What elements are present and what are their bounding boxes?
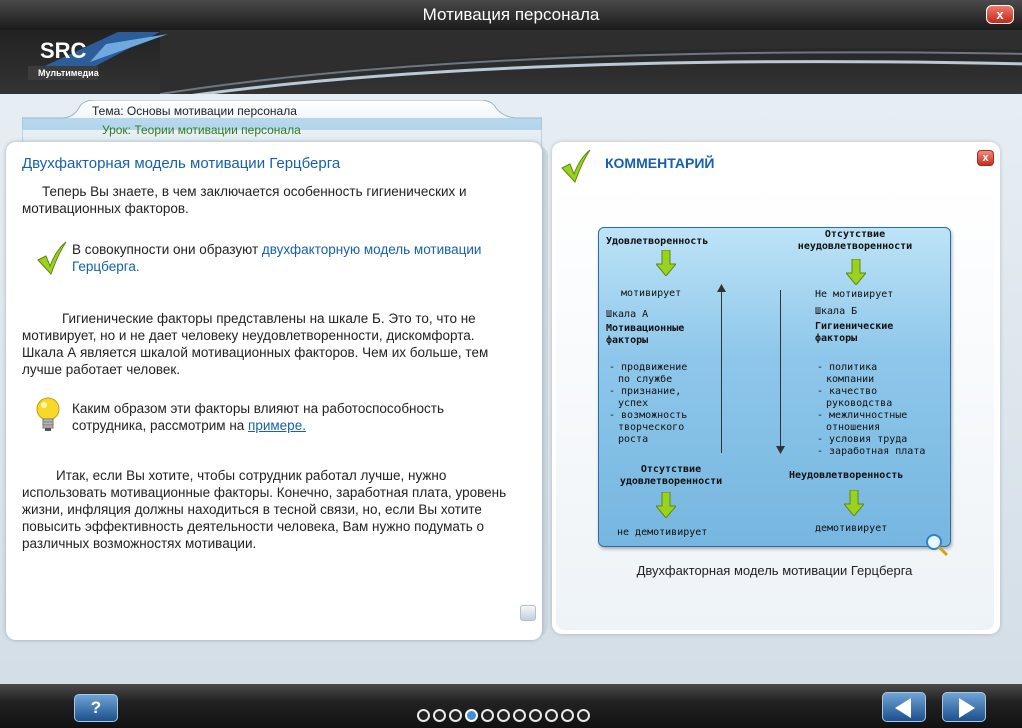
hygiene-factor-item: - политика xyxy=(817,362,878,373)
zoom-magnifier-icon[interactable] xyxy=(925,533,949,557)
motivation-factor-list xyxy=(609,362,719,446)
hygiene-factor-item: - качество xyxy=(817,386,878,397)
motivation-factor-item: - продвижение xyxy=(609,362,688,373)
paragraph-factors: Гигиенические факторы представлены на шкале Б. Это то, что не мотивирует, но и не дает человеку неудовлетворенности, дискомфорта. Шкала А является шкалой мотивационных факторов. Чем их больше, тем лучше работает человек. xyxy=(22,311,489,377)
right-action-label: Не мотивирует xyxy=(815,289,894,300)
right-group-label: Гигиенические факторы xyxy=(815,321,894,344)
left-scale-label: Шкала А xyxy=(606,309,649,320)
logo-subtitle: Мультимедиа xyxy=(38,68,99,78)
arrow-left-icon xyxy=(883,693,927,723)
right-bottom-action-label: демотивирует xyxy=(815,523,888,534)
left-group-label: Мотивационные факторы xyxy=(606,323,685,346)
page-dot[interactable] xyxy=(481,709,494,722)
page-dot[interactable] xyxy=(561,709,574,722)
page-dot[interactable] xyxy=(513,709,526,722)
down-arrow-icon xyxy=(846,259,866,285)
hygiene-factor-item: руководства xyxy=(826,398,893,409)
page-dot[interactable] xyxy=(465,709,478,722)
page-dot[interactable] xyxy=(529,709,542,722)
motivation-factor-item: - признание, xyxy=(609,386,682,397)
page-dot[interactable] xyxy=(433,709,446,722)
checkmark-icon xyxy=(36,240,68,276)
title-bar xyxy=(0,0,1022,30)
lightbulb-icon xyxy=(34,396,62,434)
hygiene-factor-item: - заработная плата xyxy=(817,446,926,457)
paragraph-conclusion: Итак, если Вы хотите, чтобы сотрудник работал лучше, нужно использовать мотивационные факторы. Конечно, заработная плата, уровень жизни, инфляция должны находиться в тесной связи, но, если Вы хотите повысить эффективность деятельности человека, Вам нужно подумать о различных возможностях мотивации. xyxy=(22,468,507,551)
motivation-factor-item: - возможность xyxy=(609,410,688,421)
down-arrow-icon xyxy=(656,492,676,518)
next-page-button[interactable] xyxy=(942,692,986,722)
motivation-factor-item: творческого xyxy=(618,422,685,433)
down-arrowhead-icon xyxy=(776,446,785,454)
page-dot[interactable] xyxy=(545,709,558,722)
arrow-right-icon xyxy=(943,693,987,723)
note-example xyxy=(72,400,522,434)
note-example-prefix: Каким образом эти факторы влияют на работоспособность сотрудника, рассмотрим на xyxy=(72,401,444,433)
note-summary-prefix: В совокупности они образуют xyxy=(72,242,262,257)
help-button[interactable]: ? xyxy=(74,694,118,722)
herzberg-diagram xyxy=(598,227,951,547)
hygiene-factor-item: - условия труда xyxy=(817,434,908,445)
example-link[interactable]: примере. xyxy=(248,418,306,433)
model-term: двухфакторную модель мотивации Герцберга. xyxy=(72,242,482,274)
down-arrow-icon xyxy=(844,490,864,516)
left-action-label: мотивирует xyxy=(621,288,682,299)
motivation-factor-item: роста xyxy=(618,434,649,445)
hygiene-factor-item: - межличностные xyxy=(817,410,908,421)
topic-label: Тема: Основы мотивации персонала xyxy=(92,104,297,118)
lesson-heading: Двухфакторная модель мотивации Герцберга xyxy=(22,155,341,172)
diagram-caption: Двухфакторная модель мотивации Герцберга xyxy=(636,563,913,578)
left-bottom-action-label: не демотивирует xyxy=(617,527,708,538)
right-top-label: Отсутствие неудовлетворенности xyxy=(797,229,913,252)
checkmark-icon xyxy=(560,148,592,184)
scale-a-axis xyxy=(721,288,722,453)
motivation-factor-item: по службе xyxy=(618,374,673,385)
scale-b-axis xyxy=(780,290,781,450)
motivation-factor-item: успех xyxy=(618,398,649,409)
logo-text: SRC xyxy=(40,38,87,63)
lesson-label: Урок: Теории мотивации персонала xyxy=(102,123,301,137)
down-arrow-icon xyxy=(656,250,676,276)
panel-scroll-handle[interactable] xyxy=(520,605,536,621)
right-scale-label: Шкала Б xyxy=(815,306,858,317)
page-dot[interactable] xyxy=(577,709,590,722)
page-dot[interactable] xyxy=(497,709,510,722)
window-title: Мотивация персонала xyxy=(422,5,600,24)
hygiene-factor-item: компании xyxy=(826,374,875,385)
right-bottom-label: Неудовлетворенность xyxy=(789,470,904,481)
page-dot[interactable] xyxy=(417,709,430,722)
left-top-label: Удовлетворенность xyxy=(606,236,709,247)
hygiene-factor-item: отношения xyxy=(826,422,881,433)
left-bottom-label: Отсутствие удовлетворенности xyxy=(619,464,723,487)
window-close-button[interactable]: x xyxy=(986,5,1014,24)
note-summary xyxy=(72,241,522,275)
previous-page-button[interactable] xyxy=(882,692,926,722)
comment-close-button[interactable]: x xyxy=(977,150,994,166)
logo xyxy=(28,32,168,88)
page-dot[interactable] xyxy=(449,709,462,722)
hygiene-factor-list xyxy=(817,362,947,458)
up-arrowhead-icon xyxy=(717,284,726,292)
comment-heading: КОММЕНТАРИЙ xyxy=(605,155,715,171)
page-indicator xyxy=(417,709,590,725)
paragraph-intro: Теперь Вы знаете, в чем заключается особенность гигиенических и мотивационных факторов. xyxy=(22,184,467,216)
